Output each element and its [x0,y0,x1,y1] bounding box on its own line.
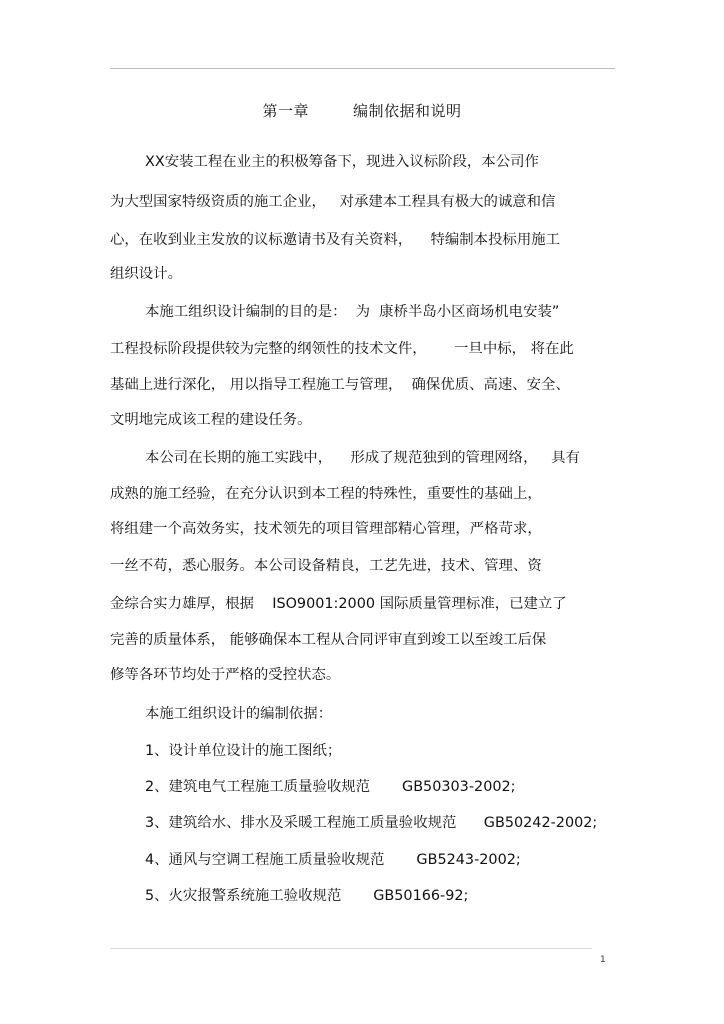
paragraph-line: 心，在收到业主发放的议标邀请书及有关资料， 特编制本投标用施工 [110,232,561,248]
paragraph-line: 组织设计。 [110,266,182,282]
paragraph-line: 成熟的施工经验，在充分认识到本工程的特殊性，重要性的基础上， [110,486,542,502]
basis-item: 5、火灾报警系统施工验收规范 GB50166-92; [145,888,469,904]
page-title [0,100,724,121]
paragraph-line: 修等各环节均处于严格的受控状态。 [110,667,341,683]
paragraph-line: 文明地完成该工程的建设任务。 [110,412,312,428]
basis-item: 1、设计单位设计的施工图纸； [145,743,342,759]
paragraph-line: 将组建一个高效务实，技术领先的项目管理部精心管理，严格苛求， [110,521,542,537]
footer-rule [110,948,592,949]
chapter-label: 第一章 [262,102,309,120]
basis-intro: 本施工组织设计的编制依据： [145,706,333,722]
paragraph-line: 本公司在长期的施工实践中， 形成了规范独到的管理网络， 具有 [145,450,580,466]
paragraph-line: 基础上进行深化， 用以指导工程施工与管理， 确保优质、高速、安全、 [110,377,570,393]
basis-item: 2、建筑电气工程施工质量验收规范 GB50303-2002; [145,779,516,795]
basis-item: 4、通风与空调工程施工质量验收规范 GB5243-2002; [145,852,521,868]
paragraph-line: 一丝不苟，悉心服务。本公司设备精良，工艺先进，技术、管理、资 [110,558,542,574]
basis-item: 3、建筑给水、排水及采暖工程施工质量验收规范 GB50242-2002; [145,815,598,831]
paragraph-line: XX安装工程在业主的积极筹备下，现进入议标阶段，本公司作 [145,154,539,170]
page-number: 1 [600,955,606,965]
paragraph-line: 金综合实力雄厚，根据 ISO9001:2000 国际质量管理标准，已建立了 [110,596,567,612]
header-rule [110,68,615,69]
paragraph-line: 为大型国家特级资质的施工企业， 对承建本工程具有极大的诚意和信 [110,194,556,210]
paragraph-line: 工程投标阶段提供较为完整的纲领性的技术文件， 一旦中标， 将在此 [110,341,574,357]
paragraph-line: 本施工组织设计编制的目的是： 为 康桥半岛小区商场机电安装” [145,304,560,320]
chapter-heading: 编制依据和说明 [353,102,462,120]
paragraph-line: 完善的质量体系， 能够确保本工程从合同评审直到竣工以至竣工后保 [110,632,547,648]
